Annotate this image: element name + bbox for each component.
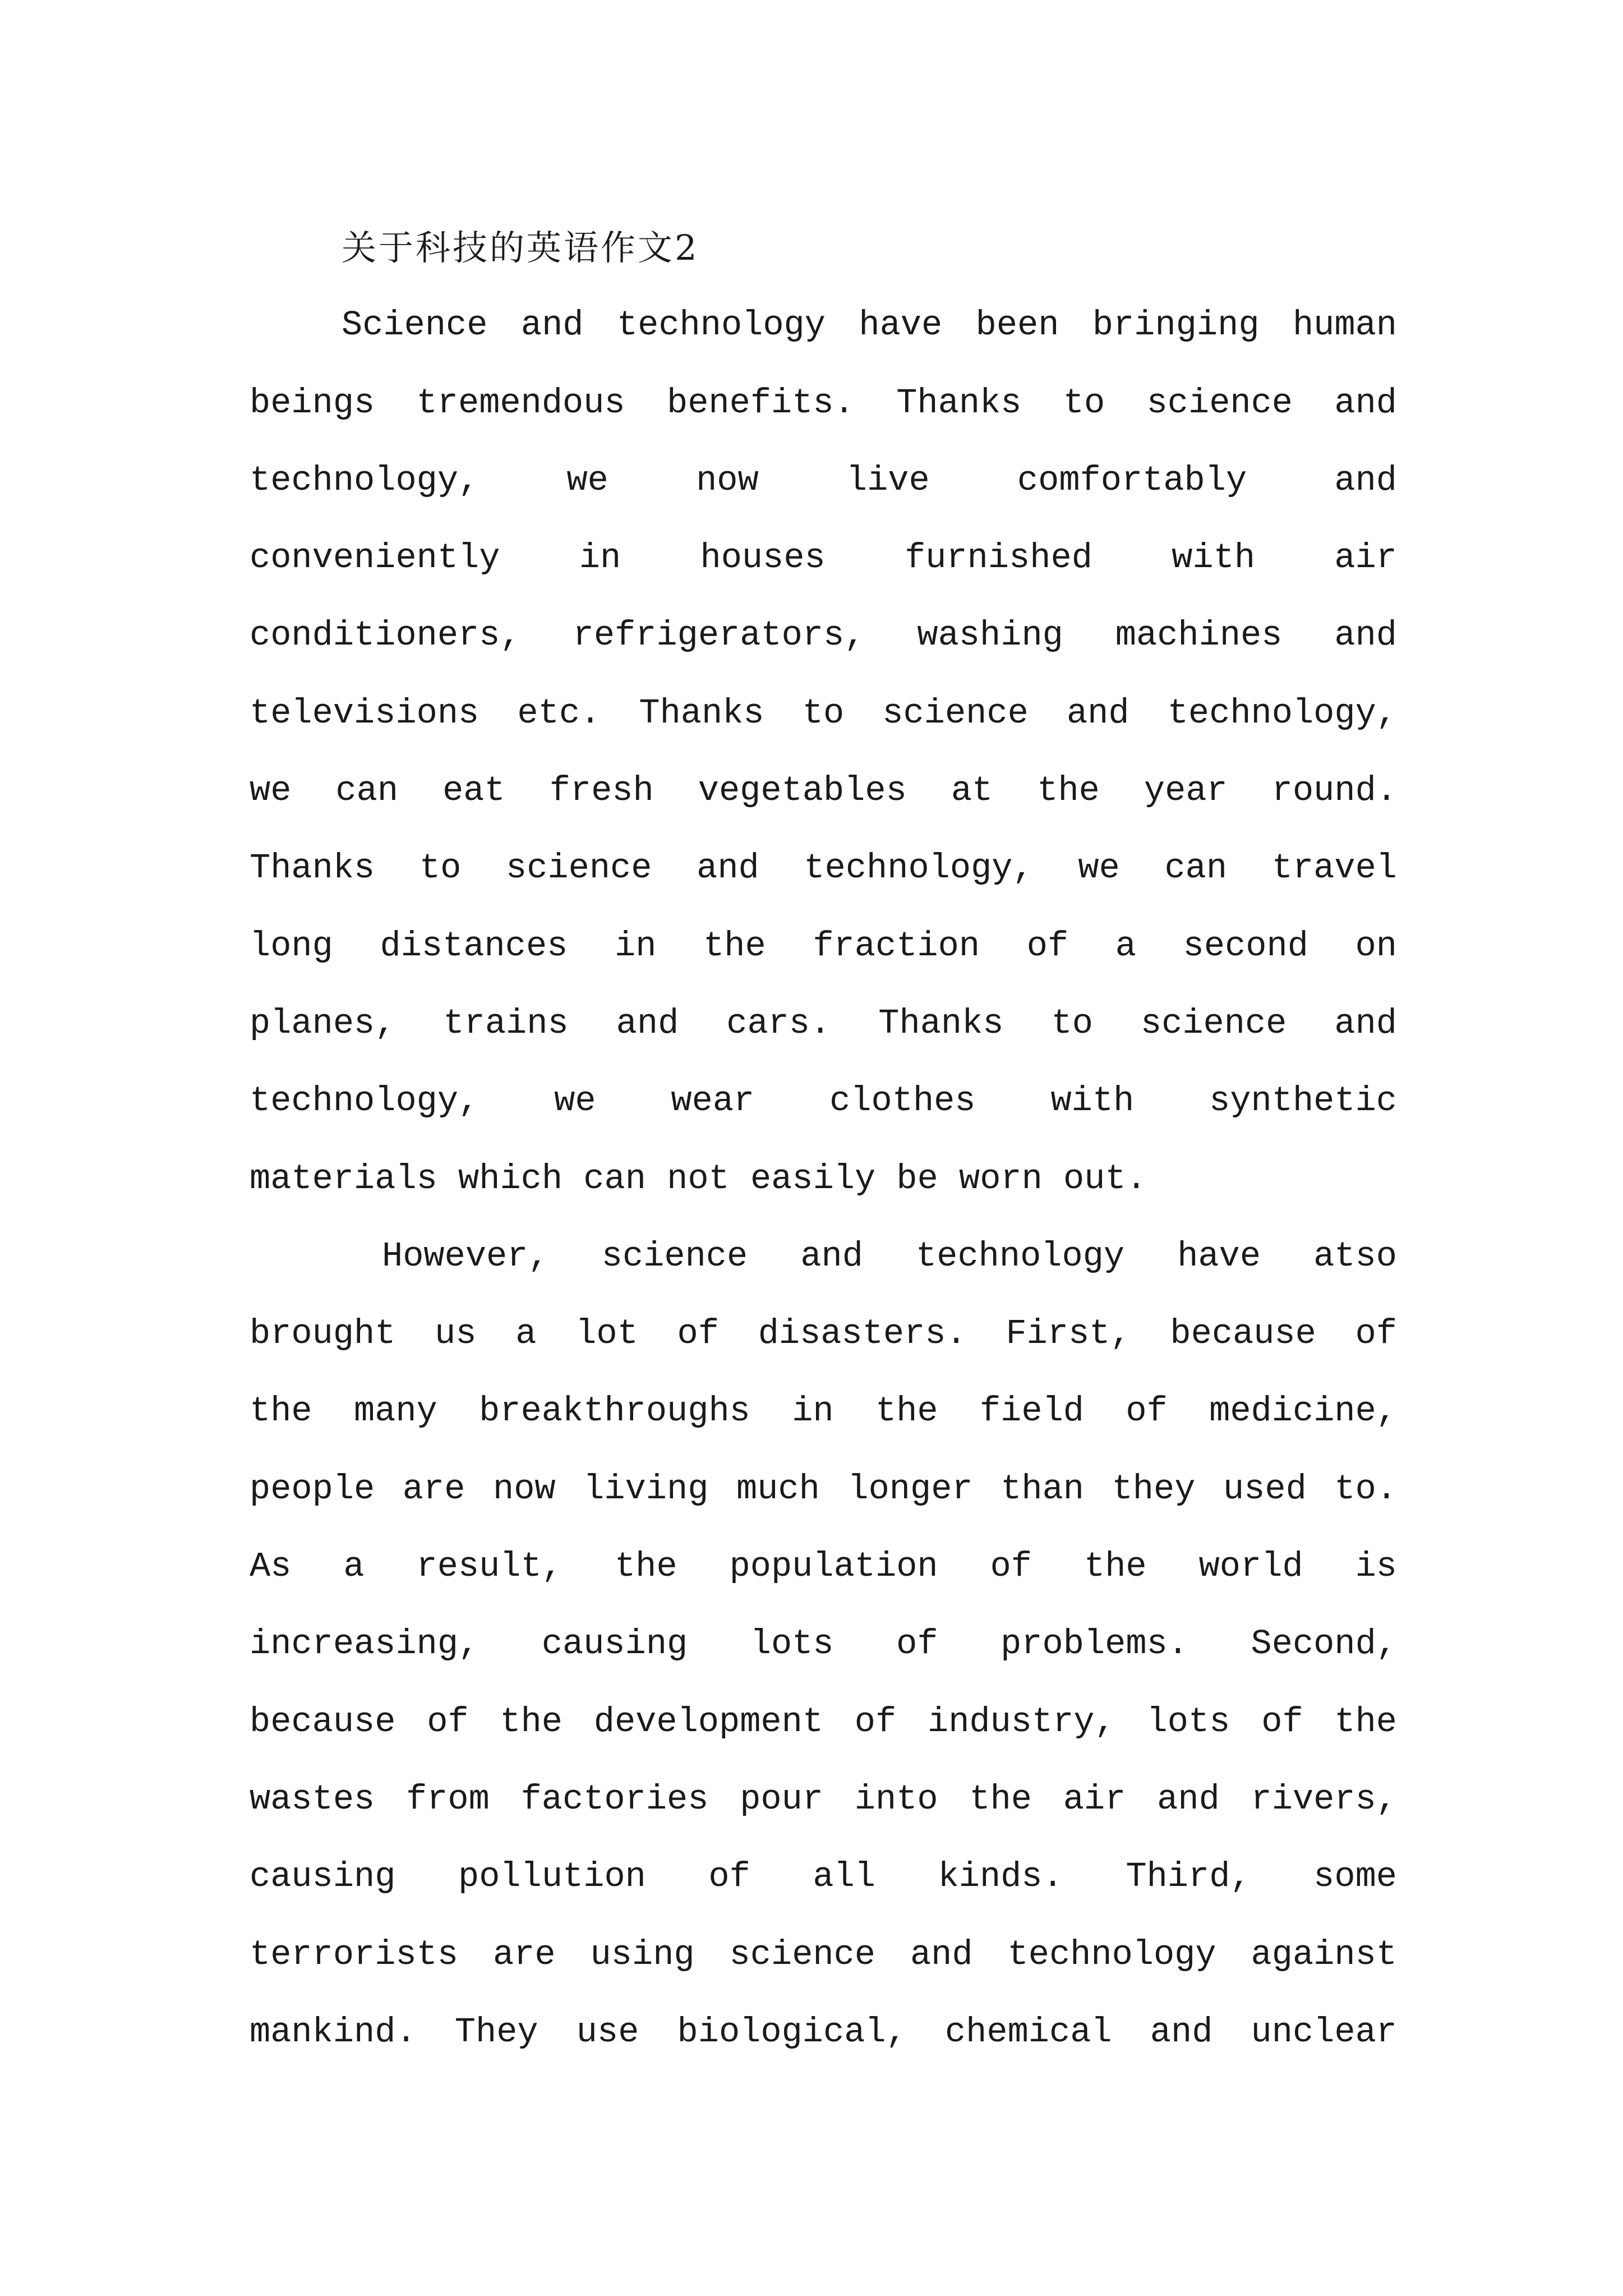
paragraph-line: materials which can not easily be worn out. (250, 1158, 1147, 1199)
paragraph-line: Science and technology have been bringing human (342, 305, 1397, 346)
paragraph-line: televisions etc. Thanks to science and technology, (250, 693, 1397, 733)
paragraph-line: However, science and technology have atso (382, 1236, 1397, 1276)
page-title: 关于科技的英语作文2 (342, 227, 699, 268)
paragraph-line: As a result, the population of the world is (250, 1547, 1397, 1587)
paragraph-line: causing pollution of all kinds. Third, some (250, 1857, 1397, 1897)
paragraph-line: people are now living much longer than they used to. (250, 1469, 1397, 1509)
paragraph-line: brought us a lot of disasters. First, because of (250, 1314, 1397, 1354)
paragraph-line: we can eat fresh vegetables at the year round. (250, 771, 1397, 811)
document-body (250, 209, 1397, 2071)
paragraph-line: increasing, causing lots of problems. Second, (250, 1624, 1397, 1664)
paragraph-1 (250, 287, 1397, 1218)
paragraph-line: planes, trains and cars. Thanks to science and (250, 1003, 1397, 1043)
paragraph-line: technology, we wear clothes with synthetic (250, 1081, 1397, 1121)
paragraph-line: the many breakthroughs in the field of medicine, (250, 1391, 1397, 1432)
paragraph-line: conveniently in houses furnished with air (250, 538, 1397, 578)
paragraph-line: wastes from factories pour into the air and rivers, (250, 1779, 1397, 1819)
paragraph-line: beings tremendous benefits. Thanks to science and (250, 383, 1397, 423)
paragraph-line: conditioners, refrigerators, washing machines and (250, 615, 1397, 656)
paragraph-line: terrorists are using science and technology against (250, 1934, 1397, 1975)
paragraph-line: mankind. They use biological, chemical and unclear (250, 2012, 1397, 2052)
paragraph-line: because of the development of industry, lots of the (250, 1701, 1397, 1742)
paragraph-line: Thanks to science and technology, we can travel (250, 848, 1397, 889)
paragraph-2 (250, 1218, 1397, 2071)
paragraph-line: long distances in the fraction of a second on (250, 926, 1397, 966)
paragraph-line: technology, we now live comfortably and (250, 460, 1397, 500)
